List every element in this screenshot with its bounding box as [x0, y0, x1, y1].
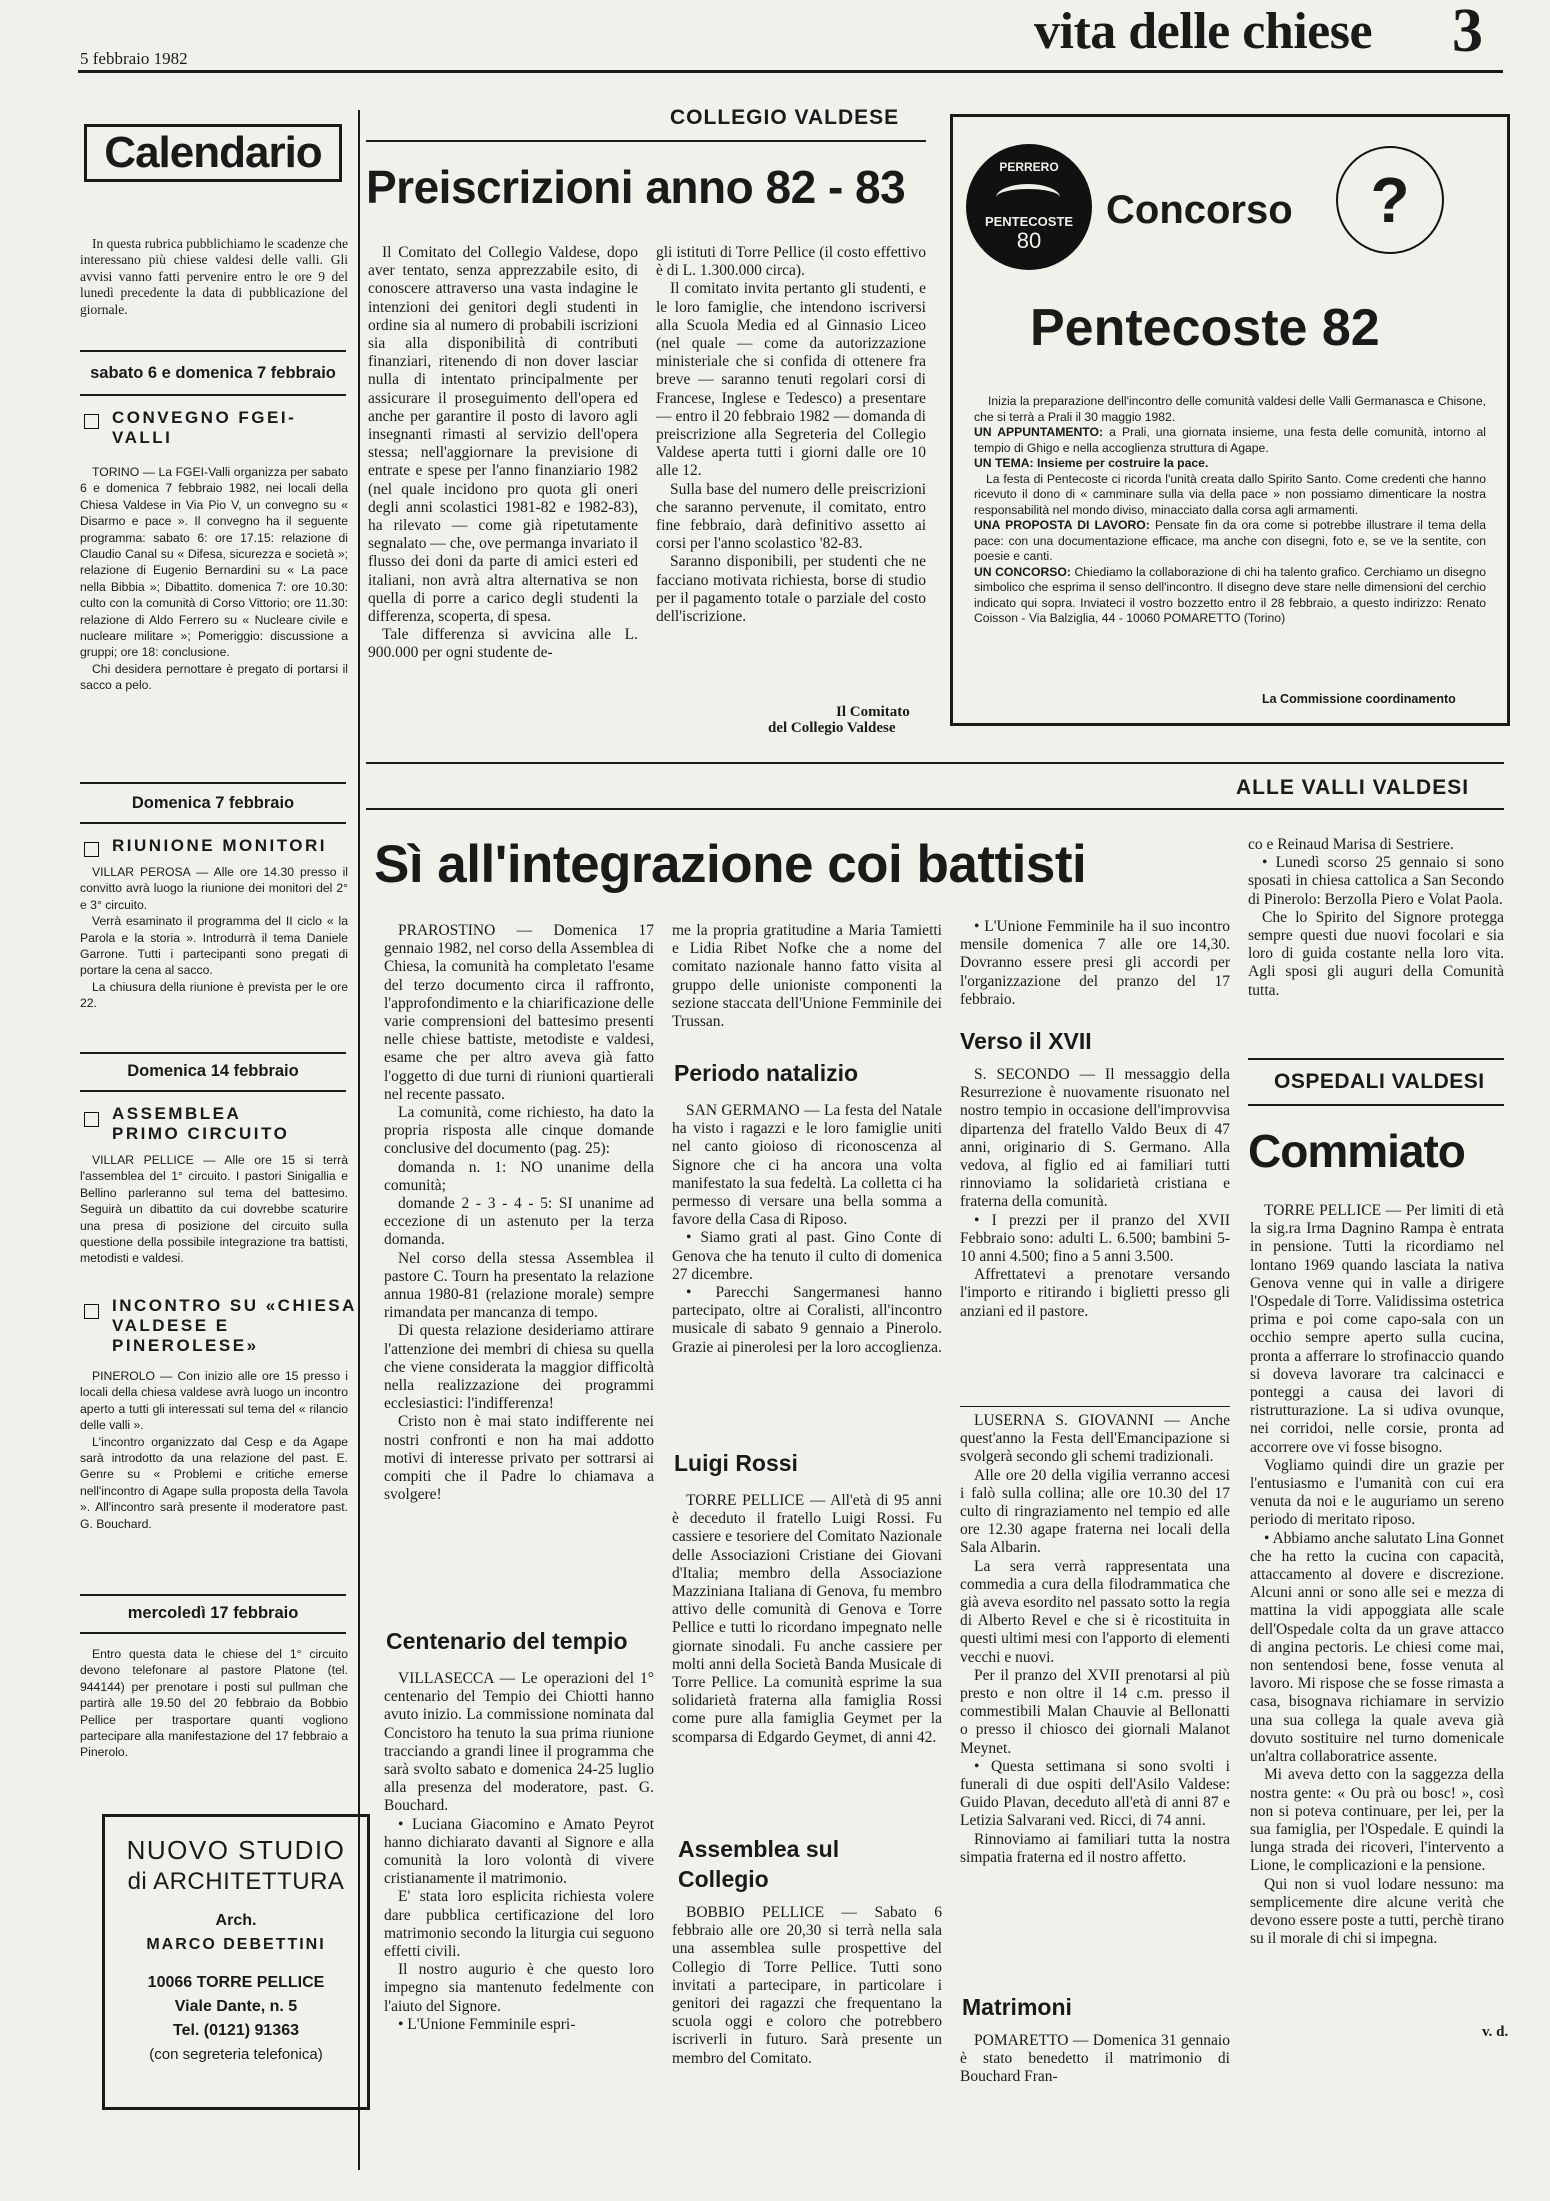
ad-line: Arch. [215, 1912, 257, 1929]
concorso-title: Pentecoste 82 [1030, 299, 1380, 357]
divider [960, 1406, 1230, 1407]
calendar-day-2: Domenica 7 febbraio [131, 794, 295, 812]
ospedali-title: Commiato [1248, 1125, 1465, 1177]
ad-line: Viale Dante, n. 5 [174, 1998, 298, 2015]
ospedali-body: TORRE PELLICE — Per limiti di età la sig.ra Irma Dagnino Rampa è entrata in pensione. Tutti la ricordiamo nel lontano 1969 quando lasciata la nativa Genova venne qui in valle a dirigere l'Ospedale di Torre. Validissima ostetrica prima e poi come capo-sala con un occhio sempre aperto sulla cucina, pronta a afferrare lo strofinaccio quando si doveva lavorare tra calcinacci e ponteggi a causa dei lavori di ristrutturazione. La si udiva ovunque, nei corridoi, nelle corsie, pronta ad accorrere ove vi fosse bisogno. Vogliamo quindi dire un grazie per l'entusiasmo e l'umanità con cui era venuta da noi e le auguriamo un sereno periodo di meritato riposo. • Abbiamo anche salutato Lina Gonnet che ha retto la cucina con capacità, attaccamento al dovere e discrezione. Alcuni anni or sono alle sei e mezza di mattina la vidi appoggiata alle scale dell'Ospedale colta da un grave attacco di angina pectoris. Le chiesi come mai, non sentendosi bene, fosse venuta al lavoro. Mi rispose che se fosse rimasta a casa, bisognava richiamare in servizio una sua collega la quale aveva già dovuto sostituire nel turno domenicale un'altra collaboratrice assente. Mi aveva detto con la saggezza della nostra gente: « Ou prà ou bosc! », così non si poteva continuare, per lei, per la sua famiglia, per l'Ospedale. E quindi la lunga strada dei ricoveri, l'intervento a Lione, le complicazioni e la pensione. Qui non si vuol lodare nessuno: ma semplicemente dire alcune verità che devono essere poste a tutti, perchè tirano su il morale di chi si impegna. [1250, 1202, 1505, 1948]
collegio-col1: Il Comitato del Collegio Valdese, dopo aver tentato, senza apprezzabile esito, di conoscere attraverso una vasta indagine le intenzioni dei genitori degli studenti in ordine sia al numero di probabili iscrizioni sia alla disponibilità di contributi finanziari, ritenendo di non dover lasciar nulla di intentato principalmente per assicurare il proseguimento dell'opera ed anche per garantire il posto di lavoro agli insegnanti rimasti al servizio dell'opera stessa; nell'aggiornare la previsione di entrate e spese per l'anno finanziario 1982 (nel quale incidono pro quota gli oneri degli anni scolastici 1981-82 e 1982-83), ha rilevato — come già ripetutamente segnalato — che, ove permanga invariato il flusso dei doni da parte di amici esteri ed italiani, non avrà altra alternativa se non quella di porre a carico degli studenti la differenza, scoperta, di spesa. Tale differenza si avvicina alle L. 900.000 per ogni studente de- [368, 244, 638, 662]
event-monitori-title: RIUNIONE MONITORI [112, 836, 328, 855]
valli-col3-d: POMARETTO — Domenica 31 gennaio è stato benedetto il matrimonio di Bouchard Fran- [960, 2032, 1230, 2086]
section-title: vita delle chiese [1034, 3, 1373, 60]
calendar-day-1: sabato 6 e domenica 7 febbraio [90, 364, 336, 382]
calendar-intro: In questa rubrica pubblichiamo le scadenze che interessano più chiese valdesi delle valli. Gli avvisi vanno fatti pervenire entro le ore 9 del lunedì precedente la data di pubblicazione del giornale. [80, 236, 348, 317]
logo-text: PENTECOSTE [984, 214, 1074, 229]
label: UN CONCORSO: [974, 564, 1071, 579]
dove-icon [996, 184, 1060, 211]
question-mark-icon: ? [1370, 164, 1410, 236]
valli-col2: me la propria gratitudine a Maria Tamietti e Lidia Ribet Nofke che a nome del comitato nazionale hanno fatto visita al gruppo delle unioniste componenti la sezione staccata dell'Unione Femminile dei Trussan. [672, 922, 942, 1031]
valli-col1: PRAROSTINO — Domenica 17 gennaio 1982, nel corso della Assemblea di Chiesa, la comunità ha completato l'esame del terzo documento circa il raffronto, l'approfondimento e la chiarificazione delle varie comprensioni del battesimo presenti nelle chiese battiste, metodiste e valdesi, esame che per altro aveva già fatto l'oggetto di due turni di riunioni quartierali nel recente passato. La comunità, come richiesto, ha dato la propria risposta alle cinque domande conclusive del documento (pag. 25): domanda n. 1: NO unanime della comunità; domande 2 - 3 - 4 - 5: SI unanime ad eccezione di un astenuto per la terza domanda. Nel corso della stessa Assemblea il pastore C. Tourn ha presentato la relazione annua 1980-81 (relazione morale) sempre rimandata per mancanza di tempo. Di questa relazione desideriamo attirare l'attenzione dei membri di chiesa su quella che viene considerata la maggior difficoltà nella realizzazione dei programmi ecclesiastici: l'indifferenza! Cristo non è mai stato indifferente nei nostri confronti e non ha mai addotto motivi di interesse privato per sottrarsi ai compiti che il Padre lo chiamava a svolgere! [384, 922, 654, 1504]
event-monitori-body: VILLAR PEROSA — Alle ore 14.30 presso il convitto avrà luogo la riunione dei monitori del 2° e 3° circuito. Verrà esaminato il programma del II ciclo « la Parola e la storia ». Introdurrà il tema Daniele Garrone. Tutti i partecipanti sono pregati di portare la cena al sacco. La chiusura della riunione è prevista per le ore 22. [80, 865, 348, 1011]
heading-centenario: Centenario del tempio [386, 1628, 628, 1654]
ospedali-sign: v. d. [1482, 2024, 1509, 2040]
ospedali-kicker: OSPEDALI VALDESI [1274, 1070, 1485, 1093]
valli-col2-c: TORRE PELLICE — All'età di 95 anni è deceduto il fratello Luigi Rossi. Fu cassiere e tesoriere del Comitato Nazionale delle Associazioni Cristiane dei Giovani d'Italia; membro della Associazione Mazziniana Italiana di Genova, fu membro attivo delle comunità di Genova e Torre Pellice e tutti lo ricordano impegnato nelle giornate sinodali. Fu anche cassiere per molti anni della Società Banda Musicale di Torre Pellice. La comunità esprime la sua solidarietà fraterna alla famiglia Rossi come pure alla famiglia Geymet per la scomparsa di Edgardo Geymet, di anni 42. [672, 1492, 942, 1746]
divider [80, 782, 346, 784]
calendar-title: Calendario [104, 128, 322, 177]
calendar-day-4: mercoledì 17 febbraio [127, 1604, 299, 1622]
divider [80, 1594, 346, 1596]
event-convegno-checkbox [84, 414, 99, 429]
logo-text: PERRERO [999, 160, 1059, 174]
divider [366, 808, 1504, 810]
heading-natalizio: Periodo natalizio [674, 1060, 859, 1086]
ad-line: 10066 TORRE PELLICE [147, 1974, 325, 1991]
valli-col3-c: LUSERNA S. GIOVANNI — Anche quest'anno la Festa dell'Emancipazione si svolgerà secondo gli schemi tradizionali. Alle ore 20 della vigilia verranno accesi i falò sulla collina; alle ore 10.30 del 17 culto di ringraziamento nel tempio ed alle ore 12.30 agape fraterna nei locali della Sala Albarin. La sera verrà rappresentata una commedia a cura della filodrammatica che già aveva esordito nel passato sotto la regia di Alberto Revel e che si è ricostituita in questi ultimi mesi con l'apporto di elementi vecchi e nuovi. Per il pranzo del XVII prenotarsi al più presto e non oltre il 14 c.m. presso il commestibili Malan Chauvie al Bellonatti o presso il chiosco dei giornali Malanot Meynet. • Questa settimana si sono svolti i funerali di due ospiti dell'Asilo Valdese: Guido Plavan, deceduto all'età di anni 87 e Letizia Salvarani ved. Ricci, di 74 anni. Rinnoviamo ai familiari tutta la nostra simpatia fraterna ed il nostro affetto. [960, 1412, 1230, 1866]
ad-line: Tel. (0121) 91363 [172, 2022, 299, 2039]
heading-matrimoni: Matrimoni [962, 1994, 1072, 2020]
heading-xvii: Verso il XVII [960, 1028, 1092, 1054]
concorso-body: Inizia la preparazione dell'incontro delle comunità valdesi delle Valli Germanasca e Chisone, che si terrà a Prali il 30 maggio 1982. UN APPUNTAMENTO: a Prali, una giornata insieme, una festa delle comunità, intorno al tempio di Ghigo e nella accoglienza struttura di Agape. UN TEMA: Insieme per costruire la pace. La festa di Pentecoste ci ricorda l'unità creata dallo Spirito Santo. Come credenti che hanno ricevuto il dono di « camminare sulla via della pace » non possiamo dimenticare la nostra responsabilità nel mondo diviso, minacciato dalla corsa agli armamenti. UNA PROPOSTA DI LAVORO: Pensate fin da ora come si potrebbe illustrare il tema della pace: con una documentazione efficace, ma anche con disegni, foto e, se ve la sentite, con poesie e canti. UN CONCORSO: Chiediamo la collaborazione di chi ha talento grafico. Cerchiamo un disegno simbolico che esprima il senso dell'incontro. Il disegno deve stare nelle dimensioni del cerchio indicato qui sopra. Inviateci il vostro bozzetto entro il 28 febbraio, a questo indirizzo: Renato Coisson - Via Balziglia, 44 - 10060 POMARETTO (Torino) [974, 394, 1487, 625]
question-circle [1336, 146, 1444, 254]
label: UN TEMA: [974, 456, 1034, 470]
concorso-word: Concorso [1106, 188, 1293, 232]
event-incontro-title: INCONTRO SU «CHIESA VALDESE E PINEROLESE» [112, 1296, 357, 1355]
page-number: 3 [1452, 0, 1483, 65]
ad-line: MARCO DEBETTINI [146, 1936, 326, 1953]
calendar-title-box [84, 124, 342, 182]
divider [1248, 1104, 1504, 1106]
collegio-title: Preiscrizioni anno 82 - 83 [366, 161, 906, 213]
collegio-col2: gli istituti di Torre Pellice (il costo effettivo è di L. 1.300.000 circa). Il comitato invita pertanto gli studenti, e le loro famiglie, che intendono iscriversi alla Scuola Media ed al Ginnasio Liceo (nel quale — come da autorizzazione ministeriale che si confida di ottenere fra breve — saranno tenuti regolari corsi di Francese, Inglese e Tedesco) a presentare — entro il 20 febbraio 1982 — domanda di preiscrizione alla Segreteria del Collegio Valdese aperta tutti i giorni dalle ore 10 alle 12. Sulla base del numero delle preiscrizioni che saranno pervenute, il comitato, entro fine febbraio, darà definitivo assetto ai corsi per l'anno scolastico '82-83. Saranno disponibili, per studenti che ne facciano motivata richiesta, borse di studio per il pagamento totale o parziale del costo dell'iscrizione. [656, 244, 926, 626]
event-assemblea-checkbox [84, 1112, 99, 1127]
collegio-sign-2: del Collegio Valdese [768, 720, 896, 736]
label: UNA PROPOSTA DI LAVORO: [974, 518, 1150, 532]
header-rule [78, 70, 1503, 73]
valli-col2-b: SAN GERMANO — La festa del Natale ha visto i ragazzi e le loro famiglie uniti nel canto gioioso di riconoscenza al Signore che ci ha ancora una volta manifestato la sua fedeltà. La colletta ci ha permesso di versare una bella somma a favore della Casa di Riposo. • Siamo grati al past. Gino Conte di Genova che ha tenuto il culto di domenica 27 dicembre. • Parecchi Sangermanesi hanno partecipato, oltre ai Coralisti, all'incontro musicale di sabato 9 gennaio a Pinerolo. Grazie ai pinerolesi per la loro accoglienza. [672, 1102, 942, 1356]
event-incontro-body: PINEROLO — Con inizio alle ore 15 presso i locali della chiesa valdese avrà luogo un incontro aperto a tutti gli interessati sul tema del « rilancio delle valli ». L'incontro organizzato dal Cesp e da Agape sarà introdotto da una relazione del past. E. Genre su « Problemi e critiche emerse nell'incontro di Agape sulla proposta della Tavola ». All'incontro sarà presente il moderatore past. G. Bouchard. [80, 1369, 348, 1531]
valli-kicker: ALLE VALLI VALDESI [1236, 776, 1470, 799]
concorso-sign: La Commissione coordinamento [1262, 692, 1456, 706]
divider [1248, 1058, 1504, 1060]
event-assemblea-title: ASSEMBLEA PRIMO CIRCUITO [112, 1104, 290, 1143]
event-monitori-checkbox [84, 842, 99, 857]
pentecoste-logo [966, 144, 1092, 270]
event-assemblea-body: VILLAR PELLICE — Alle ore 15 si terrà l'assemblea del 1° circuito. I pastori Sinigallia e Bellino parleranno sul tema del battesimo. Seguirà un dibattito da cui dovrebbe scaturire una presa di posizione del circuito sulla questione della possibile integrazione tra battisti, metodisti e valdesi. [80, 1153, 348, 1266]
text: Insieme per costruire la pace. [1036, 456, 1209, 470]
divider [80, 1632, 346, 1634]
divider [80, 1052, 346, 1054]
column-divider [358, 110, 360, 2170]
ad-line: (con segreteria telefonica) [149, 2046, 323, 2063]
valli-col3: • L'Unione Femminile ha il suo incontro mensile domenica 7 alle ore 14,30. Dovranno essere presi gli accordi per l'organizzazione del pranzo del 17 febbraio. [960, 918, 1230, 1008]
divider [366, 762, 1504, 764]
divider [80, 350, 346, 352]
divider [80, 1090, 346, 1092]
calendar-day-3: Domenica 14 febbraio [127, 1062, 299, 1080]
divider [366, 140, 926, 142]
ad-architettura [102, 1814, 370, 2110]
divider [80, 822, 346, 824]
logo-text: 80 [1016, 228, 1042, 253]
divider [80, 394, 346, 396]
valli-title: Sì all'integrazione coi battisti [374, 835, 1087, 894]
text: a Prali, una giornata insieme, una festa delle comunità, intorno al tempio di Ghigo e nella accoglienza struttura di Agape. [974, 425, 1487, 455]
label: UN APPUNTAMENTO: [974, 425, 1104, 439]
event-pullman-body: Entro questa data le chiese del 1° circuito devono telefonare al pastore Platone (tel. 944144) per prenotare i posti sul pullman che partirà alle 19.50 del 20 febbraio da Bobbio Pellice per trasportare quanti vogliono partecipare alla manifestazione del 17 febbraio a Pinerolo. [80, 1647, 348, 1760]
event-incontro-checkbox [84, 1304, 99, 1319]
text: Pensate fin da ora come si potrebbe illustrare il tema della pace: con una documentazione efficace, ma anche con disegni, foto e, se ve la sentite, con poesie e canti. [974, 518, 1487, 563]
valli-col4: co e Reinaud Marisa di Sestriere. • Lunedì scorso 25 gennaio si sono sposati in chiesa cattolica a San Secondo di Pinerolo: Berzolla Piero e Volat Paola. Che lo Spirito del Signore protegga sempre questi due nuovi focolari e sia loro di guida costante nella loro vita. Agli sposi gli auguri della Comunità tutta. [1248, 836, 1504, 999]
collegio-kicker: COLLEGIO VALDESE [670, 106, 900, 129]
event-convegno-title: CONVEGNO FGEI-VALLI [112, 408, 297, 447]
collegio-sign-1: Il Comitato [836, 704, 910, 720]
text: Chiediamo la collaborazione di chi ha talento grafico. Cerchiamo un disegno simbolico che esprima il senso dell'incontro. Il disegno deve stare nelle dimensioni del cerchio indicato qui sopra. Inviateci il vostro bozzetto entro il 28 febbraio, a questo indirizzo: Renato Coisson - Via Balziglia, 44 - 10060 POMARETTO (Torino) [974, 564, 1487, 625]
valli-col3-b: S. SECONDO — Il messaggio della Resurrezione è nuovamente risuonato nel nostro tempio in occasione dell'improvvisa dipartenza del fratello Valdo Beux di 47 anni, originario di S. Germano. Alla vedova, al figlio ed ai familiari tutti rinnoviamo la solidarietà cristiana e fraterna della comunità. • I prezzi per il pranzo del XVII Febbraio sono: adulti L. 6.500; bambini 5-10 anni 4.500; fino a 5 anni 3.500. Affrettatevi a prenotare versando l'importo e ritirando i biglietti presso gli anziani ed il pastore. [960, 1066, 1230, 1320]
valli-col2-d: BOBBIO PELLICE — Sabato 6 febbraio alle ore 20,30 si terrà nella sala una assemblea sulle prospettive del Collegio di Torre Pellice. Tutti sono invitati a partecipare, in particolare i genitori dei ragazzi che frequentano la scuola oggi e coloro che potrebbero iscriverli in futuro. Sarà presente un membro del Comitato. [672, 1904, 942, 2067]
issue-date: 5 febbraio 1982 [80, 49, 188, 68]
heading-assemblea: Assemblea sul Collegio [678, 1836, 840, 1892]
valli-col1-b: VILLASECCA — Le operazioni del 1° centenario del Tempio dei Chiotti hanno avuto inizio. La commissione nominata dal Concistoro ha tenuto la sua prima riunione tracciando a grandi linee il programma che sarà svolto sabato e domenica 24-25 luglio alla presenza del moderatore, past. G. Bouchard. • Luciana Giacomino e Amato Peyrot hanno dichiarato davanti al Signore e alla comunità la loro volontà di vivere cristianamente il matrimonio. E' stata loro esplicita richiesta volere dare pubblica certificazione del loro matrimonio secondo la liturgia cui seguono effetti civili. Il nostro augurio è che questo loro impegno sia mantenuto fedelmente con l'aiuto del Signore. • L'Unione Femminile espri- [384, 1670, 654, 2033]
event-convegno-body: TORINO — La FGEI-Valli organizza per sabato 6 e domenica 7 febbraio 1982, nei locali della Chiesa Valdese in Via Pio V, un convegno su « Disarmo e pace ». Il convegno ha il seguente programma: sabato 6: ore 17.15: relazione di Claudio Canal su « Difesa, sicurezza e società »; relazione di Eugenio Bernardini su « La pace nella Bibbia »; Dibattito. domenica 7: ore 10.30: culto con la comunità di Corso Vittorio; ore 11.30: relazione di Aldo Ferrero su « Nucleare civile e nucleare militare »; Pomeriggio: discussione a gruppi; ore 18: conclusione. Chi desidera pernottare è pregato di portarsi il sacco a pelo. [80, 465, 348, 693]
ad-line: di ARCHITETTURA [127, 1868, 345, 1895]
heading-rossi: Luigi Rossi [674, 1450, 798, 1476]
ad-line: NUOVO STUDIO [126, 1835, 346, 1865]
